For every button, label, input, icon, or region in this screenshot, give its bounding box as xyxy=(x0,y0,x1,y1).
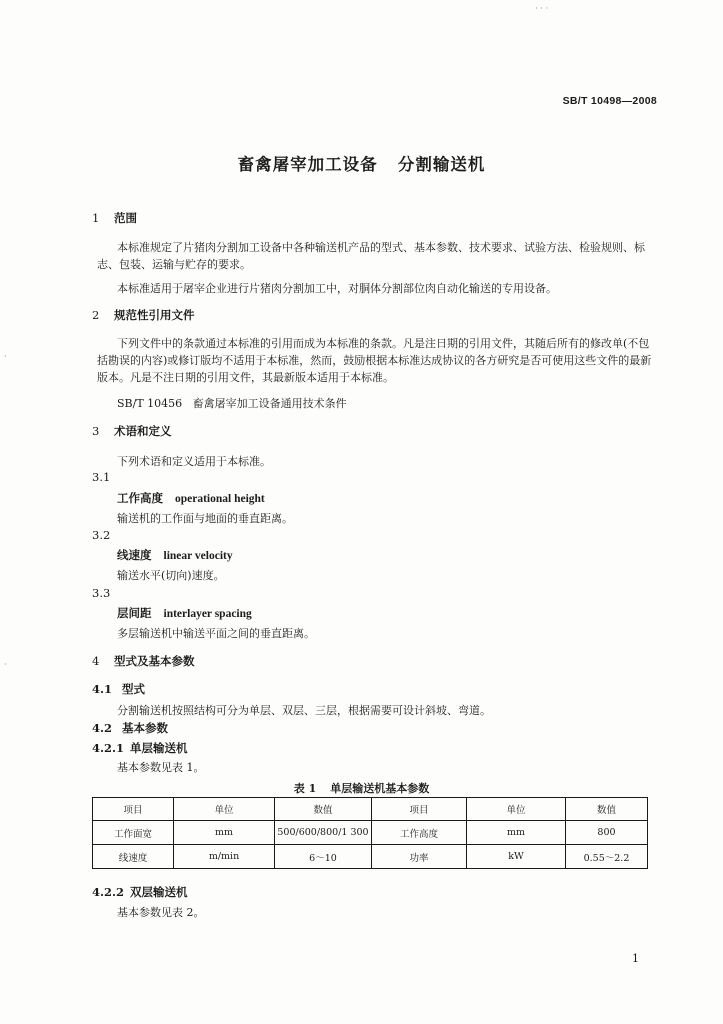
section-1-heading xyxy=(92,210,137,226)
section-3-heading xyxy=(92,423,172,439)
section-4-2-heading xyxy=(92,720,168,736)
table-row xyxy=(93,821,648,845)
section-number: 4.2 xyxy=(92,721,113,735)
table-cell: 功率 xyxy=(372,845,467,869)
table-label: 表 1 xyxy=(293,782,317,795)
section-title: 型式 xyxy=(122,682,145,696)
section-title: 型式及基本参数 xyxy=(114,654,195,668)
term-zh: 层间距 xyxy=(117,606,152,620)
term-1-number: 3.1 xyxy=(92,470,111,484)
table-cell: 6～10 xyxy=(275,845,372,869)
section-number: 2 xyxy=(92,308,100,322)
term-3-heading xyxy=(117,605,252,621)
normative-reference: SB/T 10456 畜禽屠宰加工设备通用技术条件 xyxy=(117,397,347,410)
section-number: 4.2.2 xyxy=(92,885,125,899)
section-title: 范围 xyxy=(114,211,137,225)
term-3-definition: 多层输送机中输送平面之间的垂直距离。 xyxy=(117,627,315,640)
section-4-heading xyxy=(92,653,195,669)
table-header-cell: 单位 xyxy=(174,798,275,821)
table-cell: m/min xyxy=(174,845,275,869)
document-title: 畜禽屠宰加工设备 分割输送机 xyxy=(237,155,486,174)
scan-edge-mark: · xyxy=(4,352,7,361)
section-1-paragraph-1: 本标准规定了片猪肉分割加工设备中各种输送机产品的型式、基本参数、技术要求、试验方法、检验规则、标志、包装、运输与贮存的要求。 xyxy=(97,241,645,271)
term-en: operational height xyxy=(175,493,265,505)
table-caption-text: 单层输送机基本参数 xyxy=(330,782,430,795)
section-number: 1 xyxy=(92,211,100,225)
table-cell: 0.55～2.2 xyxy=(566,845,648,869)
table-row xyxy=(93,845,648,869)
table-cell: 工作面宽 xyxy=(93,821,174,845)
page-number: 1 xyxy=(632,952,639,965)
table-cell: 工作高度 xyxy=(372,821,467,845)
table-cell: mm xyxy=(467,821,566,845)
table-header-cell: 项目 xyxy=(372,798,467,821)
section-number: 3 xyxy=(92,424,100,438)
table-header-cell: 数值 xyxy=(566,798,648,821)
section-4-2-1-text: 基本参数见表 1。 xyxy=(117,761,205,774)
section-number: 4.2.1 xyxy=(92,741,125,755)
section-title: 术语和定义 xyxy=(114,424,172,438)
term-1-definition: 输送机的工作面与地面的垂直距离。 xyxy=(117,512,293,525)
table-header-cell: 项目 xyxy=(93,798,174,821)
section-4-2-2-heading xyxy=(92,884,188,900)
standard-number: SB/T 10498—2008 xyxy=(562,95,657,107)
table-cell: kW xyxy=(467,845,566,869)
table-1 xyxy=(92,797,648,869)
section-1-paragraph-2: 本标准适用于屠宰企业进行片猪肉分割加工中，对胴体分割部位肉自动化输送的专用设备。 xyxy=(117,282,557,295)
section-title: 基本参数 xyxy=(122,721,168,735)
section-2-heading xyxy=(92,307,195,323)
section-title: 规范性引用文件 xyxy=(114,308,195,322)
table-header-cell: 数值 xyxy=(275,798,372,821)
table-header-row xyxy=(93,798,648,821)
section-4-2-1-heading xyxy=(92,740,188,756)
section-2-paragraph: 下列文件中的条款通过本标准的引用而成为本标准的条款。凡是注日期的引用文件，其随后所有的修改单(不包括勘误的内容)或修订版均不适用于本标准，然而，鼓励根据本标准达成协议的各方研究是否可使用这些文件的最新版本。凡是不注日期的引用文件，其最新版本适用于本标准。 xyxy=(97,337,652,384)
section-title: 双层输送机 xyxy=(130,885,188,899)
scan-speck-marks: · · · xyxy=(535,4,548,13)
section-3-intro: 下列术语和定义适用于本标准。 xyxy=(117,455,271,468)
section-4-2-2-text: 基本参数见表 2。 xyxy=(117,906,205,919)
term-en: linear velocity xyxy=(163,550,233,562)
term-zh: 工作高度 xyxy=(117,491,163,505)
term-3-number: 3.3 xyxy=(92,586,111,600)
scan-edge-mark: · xyxy=(4,660,7,669)
section-number: 4.1 xyxy=(92,682,113,696)
section-number: 4 xyxy=(92,654,100,668)
term-2-number: 3.2 xyxy=(92,528,111,542)
table-cell: 800 xyxy=(566,821,648,845)
table-cell: 500/600/800/1 300 xyxy=(275,821,372,845)
term-2-heading xyxy=(117,547,233,563)
table-header-cell: 单位 xyxy=(467,798,566,821)
section-4-1-heading xyxy=(92,681,145,697)
section-4-1-text: 分割输送机按照结构可分为单层、双层、三层，根据需要可设计斜坡、弯道。 xyxy=(117,704,491,717)
term-2-definition: 输送水平(切向)速度。 xyxy=(117,569,225,582)
table-cell: 线速度 xyxy=(93,845,174,869)
term-1-heading xyxy=(117,490,265,506)
section-title: 单层输送机 xyxy=(130,741,188,755)
term-en: interlayer spacing xyxy=(163,608,252,620)
term-zh: 线速度 xyxy=(117,548,152,562)
table-1-caption xyxy=(0,780,723,796)
table-cell: mm xyxy=(174,821,275,845)
